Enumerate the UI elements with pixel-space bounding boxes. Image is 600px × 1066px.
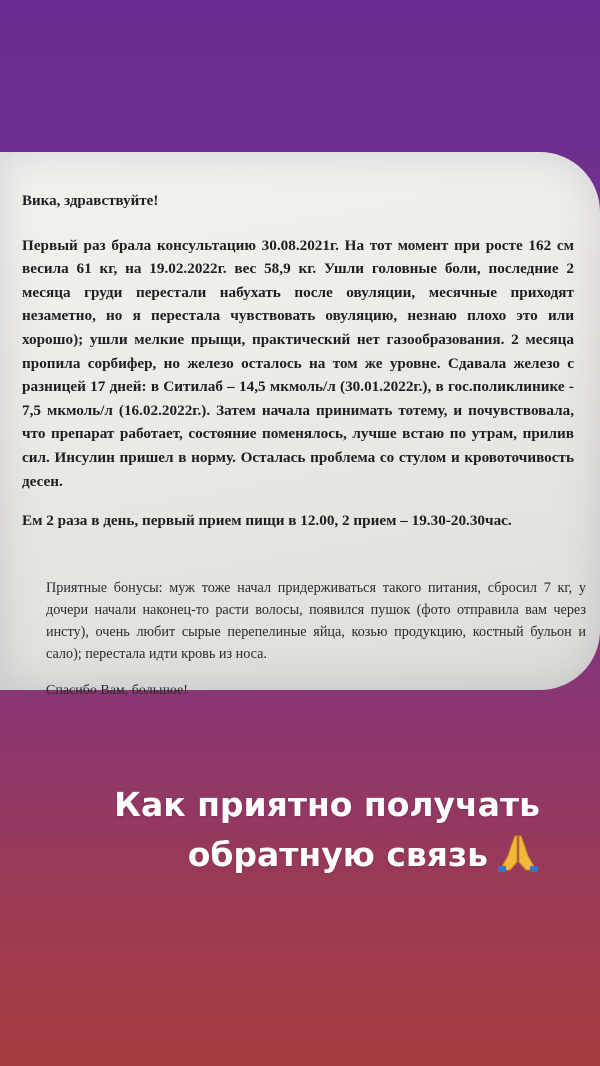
letter-schedule: Ем 2 раза в день, первый прием пищи в 12.00, 2 прием – 19.30-20.30час. <box>22 512 512 530</box>
letter-thanks: Спасибо Вам, большое! <box>46 682 188 698</box>
caption-line-2-text: обратную связь <box>187 835 488 874</box>
letter-photo <box>0 152 600 698</box>
letter-main-paragraph: Первый раз брала консультацию 30.08.2021г. На тот момент при росте 162 см весила 61 кг, на 19.02.2022г. вес 58,9 кг. Ушли головные боли, последние 2 месяца груди перестали набухать после овуляции, месячные приходят незаметно, но я перестала чувствовать овуляцию, незнаю плохо это или хорошо); ушли мелкие прыщи, практический нет газообразования. 2 месяца пропила сорбифер, но железо осталось на том же уровне. Сдавала железо с разницей 17 дней: в Ситилаб – 14,5 мкмоль/л (30.01.2022г.), в гос.поликлинике - 7,5 мкмоль/л (16.02.2022г.). Затем начала принимать тотему, и почувствовала, что препарат работает, состояние поменялось, лучше встаю по утрам, прилив сил. Инсулин пришел в норму. Осталась проблема со стулом и кровоточивость десен. <box>22 236 574 490</box>
caption-line-2 <box>0 830 540 880</box>
letter-bonus: Приятные бонусы: муж тоже начал придерживаться такого питания, сбросил 7 кг, у дочери начали наконец-то расти волосы, появился пушок (фото отправила вам через инсту), очень любит сырые перепелиные яйца, козью продукцию, костный бульон и сало); перестала идти кровь из носа. <box>46 579 586 662</box>
story-caption <box>0 780 540 880</box>
caption-line-1: Как приятно получать <box>113 785 540 824</box>
letter-greeting: Вика, здравствуйте! <box>22 193 159 209</box>
folded-hands-icon <box>496 832 540 872</box>
letter-text <box>22 190 586 702</box>
